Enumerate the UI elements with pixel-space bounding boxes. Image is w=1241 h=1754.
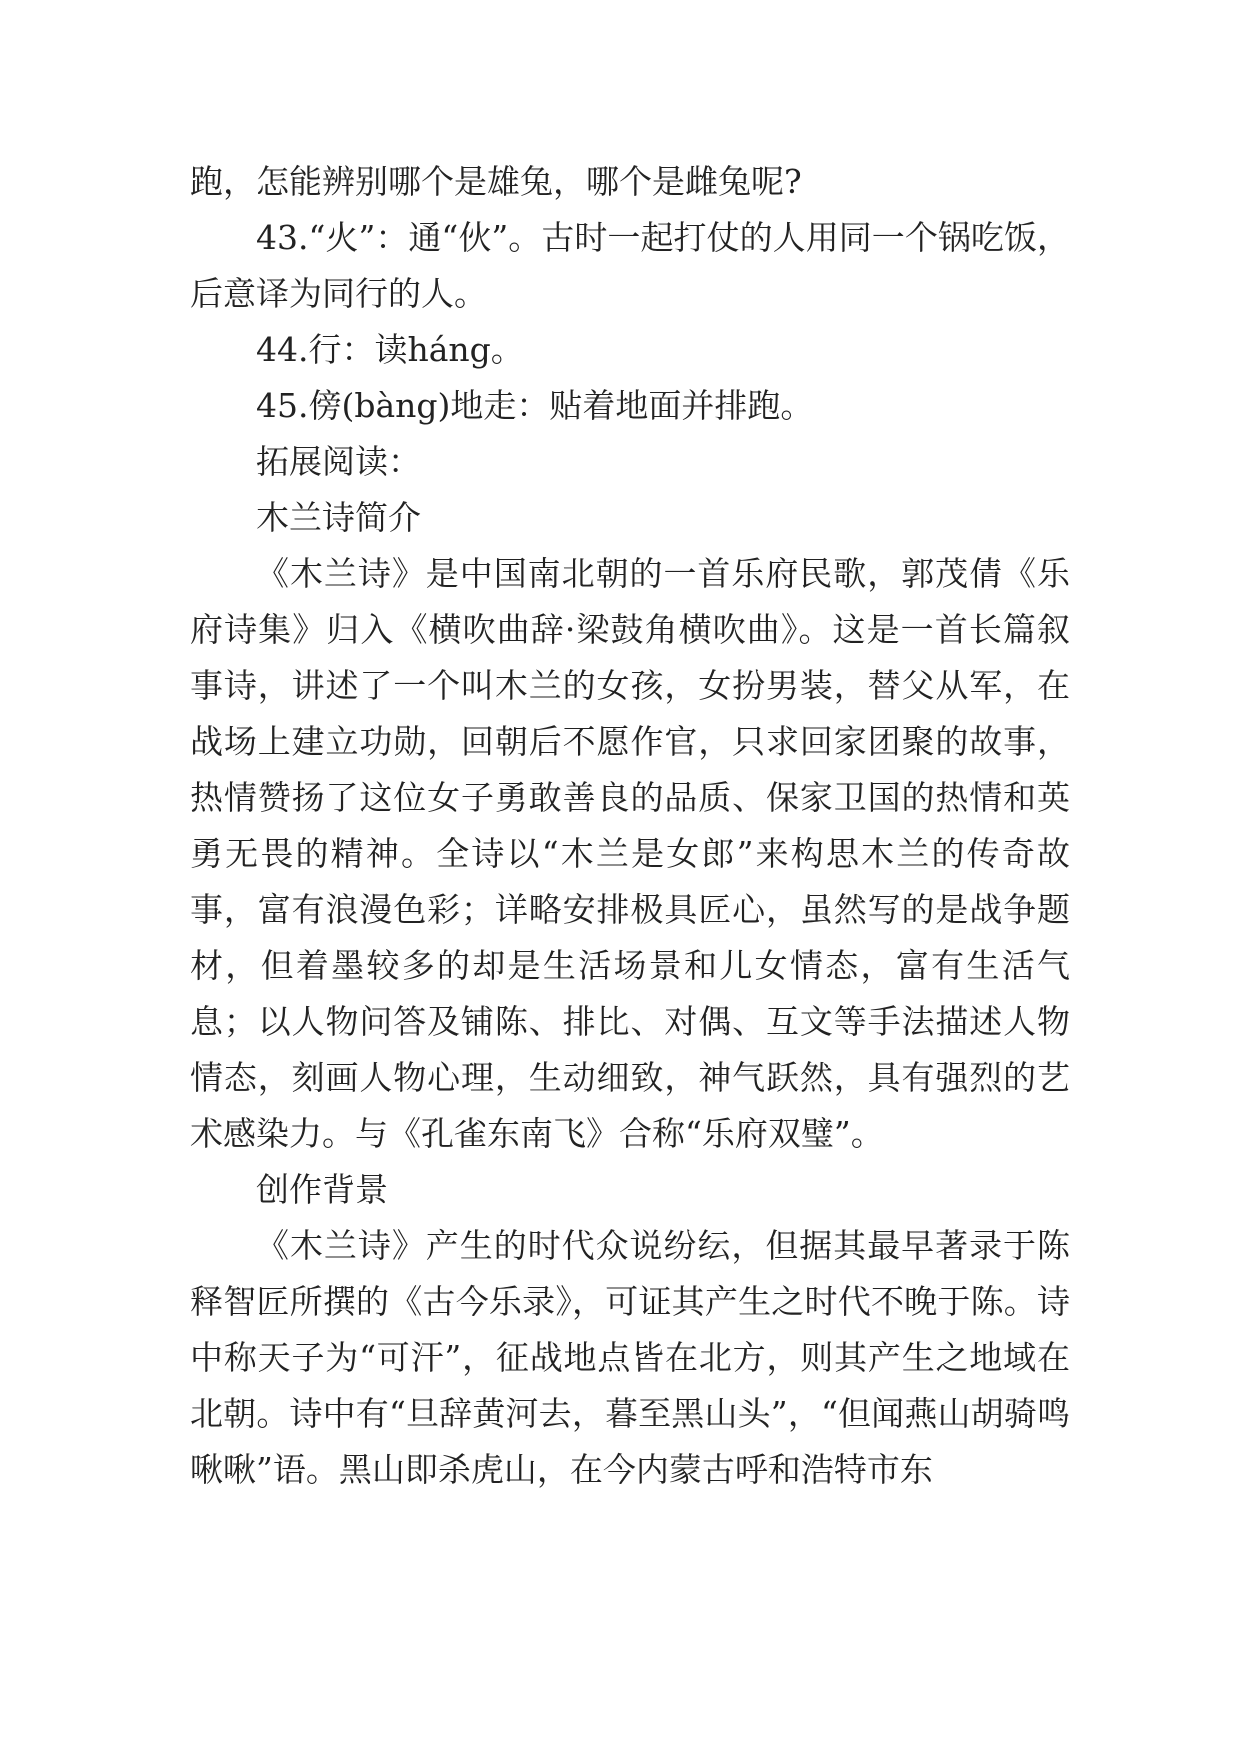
note-43: 43.“火”：通“伙”。古时一起打仗的人用同一个锅吃饭，后意译为同行的人。 (190, 218, 1070, 313)
section-heading-background: 创作背景 (256, 1170, 388, 1209)
paragraph-continuation: 跑，怎能辨别哪个是雄兔，哪个是雌兔呢? (190, 162, 802, 201)
section-heading-extended-reading: 拓展阅读： (256, 442, 421, 481)
paragraph-intro: 《木兰诗》是中国南北朝的一首乐府民歌，郭茂倩《乐府诗集》归入《横吹曲辞·梁鼓角横吹曲》。这是一首长篇叙事诗，讲述了一个叫木兰的女孩，女扮男装，替父从军，在战场上建立功勋，回朝后不愿作官，只求回家团聚的故事，热情赞扬了这位女子勇敢善良的品质、保家卫国的热情和英勇无畏的精神。全诗以“木兰是女郎”来构思木兰的传奇故事，富有浪漫色彩；详略安排极具匠心，虽然写的是战争题材，但着墨较多的却是生活场景和儿女情态，富有生活气息；以人物问答及铺陈、排比、对偶、互文等手法描述人物情态，刻画人物心理，生动细致，神气跃然，具有强烈的艺术感染力。与《孔雀东南飞》合称“乐府双璧”。 (190, 554, 1070, 1153)
note-45: 45.傍(bàng)地走：贴着地面并排跑。 (256, 386, 814, 425)
document-body (190, 154, 1070, 1498)
note-44: 44.行：读háng。 (256, 330, 524, 369)
section-heading-intro: 木兰诗简介 (256, 498, 421, 537)
paragraph-background: 《木兰诗》产生的时代众说纷纭，但据其最早著录于陈释智匠所撰的《古今乐录》，可证其产生之时代不晚于陈。诗中称天子为“可汗”，征战地点皆在北方，则其产生之地域在北朝。诗中有“旦辞黄河去，暮至黑山头”，“但闻燕山胡骑鸣啾啾”语。黑山即杀虎山，在今内蒙古呼和浩特市东 (190, 1226, 1070, 1489)
